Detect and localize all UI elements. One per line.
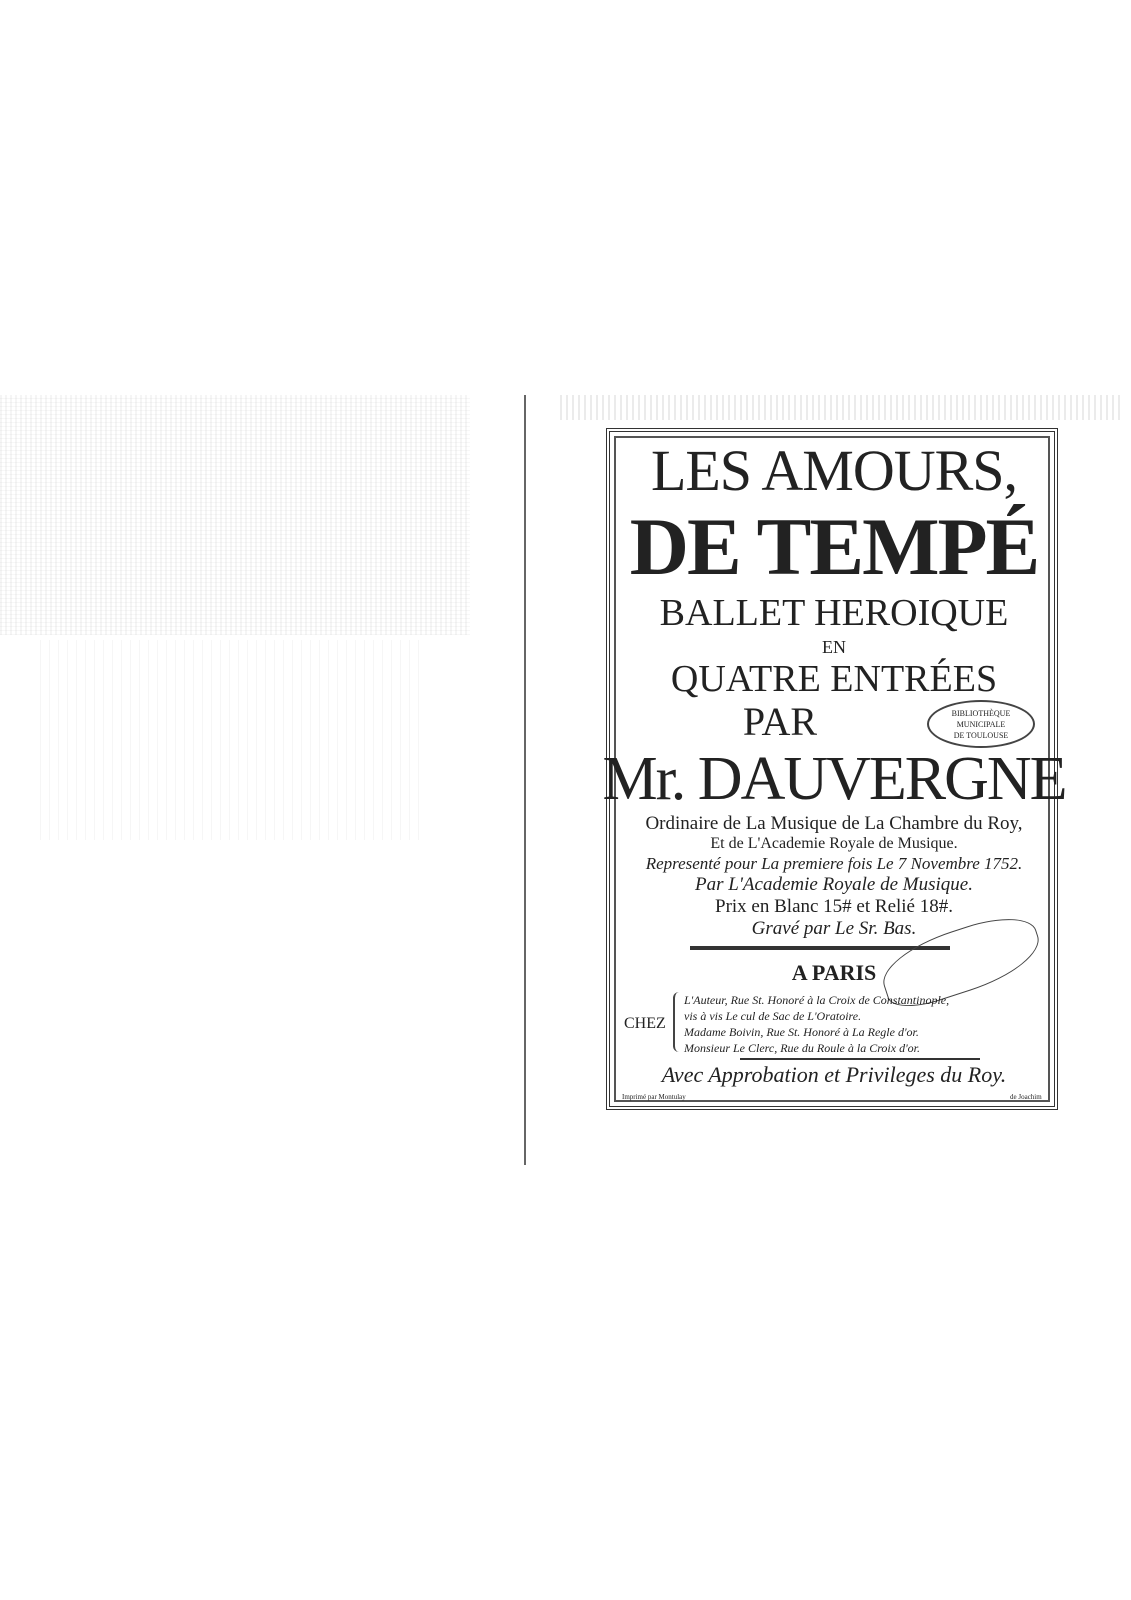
address-line: vis à vis Le cul de Sac de L'Oratoire. [684,1009,862,1023]
brace [673,992,679,1052]
performer: Par L'Academie Royale de Musique. [695,874,973,895]
privilege: Avec Approbation et Privileges du Roy. [661,1062,1007,1087]
address-line: L'Auteur, Rue St. Honoré à la Croix de Constantinople, [684,993,950,1007]
city: A PARIS [791,960,877,985]
library-stamp: BIBLIOTHÈQUE MUNICIPALE DE TOULOUSE [927,700,1035,748]
performance-date: Representé pour La premiere fois Le 7 Novembre 1752. [645,854,1023,873]
address-line: Monsieur Le Clerc, Rue du Roule à la Croix d'or. [684,1041,920,1055]
composer-name: Mr. DAUVERGNE [602,745,1066,813]
chez-label: CHEZ [624,1015,666,1032]
title-line-1: LES AMOURS, [650,438,1018,503]
left-page-faint-text [40,640,420,840]
title-line-2: DE TEMPÉ [629,501,1039,592]
page-top-noise [560,395,1120,420]
genre: BALLET HEROIQUE [659,592,1009,634]
composer-position-2: Et de L'Academie Royale de Musique. [710,835,958,852]
composer-position-1: Ordinaire de La Musique de La Chambre du Roy, [645,813,1023,834]
footer-right: de Joachim [1010,1093,1042,1101]
address-line: Madame Boivin, Rue St. Honoré à La Regle d'or. [684,1025,919,1039]
footer-left: Imprimé par Montulay [622,1093,686,1101]
par: PAR [742,699,818,744]
engraver: Gravé par Le Sr. Bas. [751,918,917,939]
divider [740,1058,980,1060]
title-en: EN [822,637,846,657]
price: Prix en Blanc 15# et Relié 18#. [715,896,953,917]
left-page-bleedthrough [0,395,470,635]
entrees: QUATRE ENTRÉES [670,658,998,700]
book-gutter [524,395,526,1165]
